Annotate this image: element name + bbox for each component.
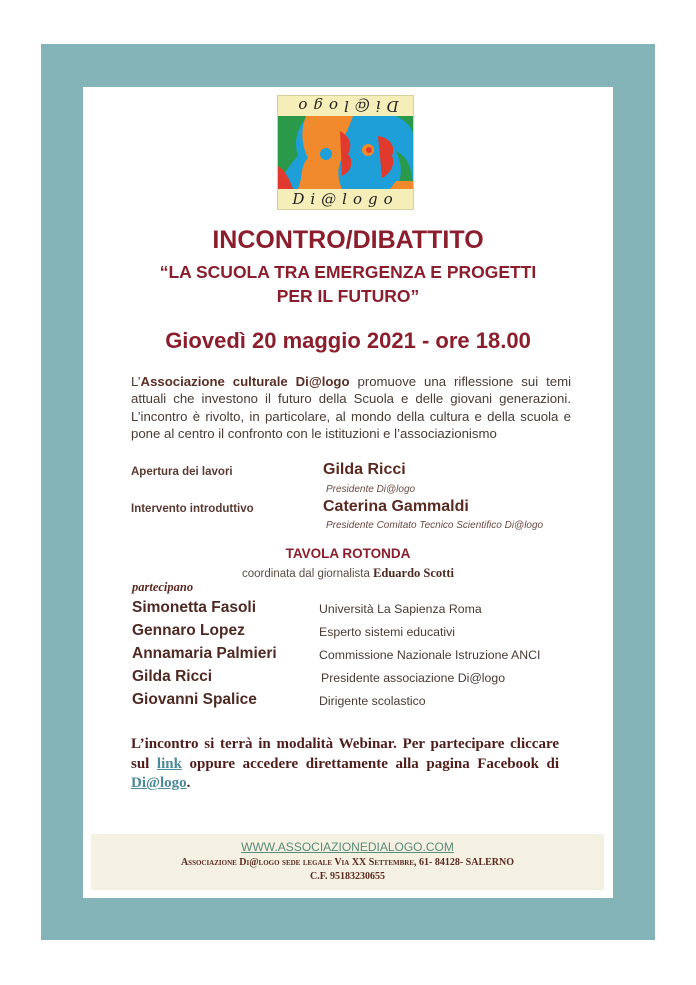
participant-name: Gennaro Lopez bbox=[132, 622, 245, 639]
program-speaker-opening: Gilda Ricci bbox=[323, 461, 406, 478]
footer-address: Associazione Di@logo sede legale Via XX Settembre, 61- 84128- SALERNO bbox=[180, 857, 515, 868]
program-role-opening: Apertura dei lavori bbox=[131, 466, 233, 478]
coordinator-name: Eduardo Scotti bbox=[373, 566, 454, 580]
webinar-text-3: . bbox=[186, 775, 191, 791]
program-speaker-intro: Caterina Gammaldi bbox=[323, 498, 469, 515]
participant-affiliation: Presidente associazione Di@logo bbox=[321, 671, 506, 685]
program-speaker-intro-title: Presidente Comitato Tecnico Scientifico Di@logo bbox=[326, 520, 544, 531]
participants-label: partecipano bbox=[132, 580, 194, 594]
participant-affiliation: Dirigente scolastico bbox=[319, 694, 426, 708]
website-link[interactable]: WWW.ASSOCIAZIONEDIALOGO.COM bbox=[241, 840, 454, 854]
program-speaker-opening-title: Presidente Di@logo bbox=[326, 484, 416, 495]
event-title: INCONTRO/DIBATTITO bbox=[212, 226, 484, 254]
participant-name: Simonetta Fasoli bbox=[132, 599, 257, 616]
event-date: Giovedì 20 maggio 2021 - ore 18.00 bbox=[165, 328, 531, 353]
coordinator-prefix: coordinata dal giornalista bbox=[242, 568, 374, 580]
roundtable-heading: TAVOLA ROTONDA bbox=[285, 546, 411, 561]
event-subtitle bbox=[83, 260, 613, 308]
facebook-page-link[interactable]: Di@logo bbox=[131, 775, 187, 791]
intro-association-name: Associazione culturale Di@logo bbox=[140, 374, 350, 389]
event-subtitle-line2: PER IL FUTURO” bbox=[276, 286, 420, 306]
webinar-link[interactable]: link bbox=[156, 755, 182, 772]
logo-faces-graphic bbox=[278, 116, 413, 189]
intro-paragraph bbox=[131, 373, 571, 442]
participant-affiliation: Esperto sistemi educativi bbox=[319, 625, 456, 639]
footer-tax-code: C.F. 95183230655 bbox=[310, 871, 385, 882]
participant-name: Annamaria Palmieri bbox=[132, 645, 277, 662]
logo-text-top: Di@logo bbox=[292, 97, 399, 115]
webinar-info bbox=[131, 735, 559, 794]
roundtable-coordinator bbox=[83, 566, 613, 581]
participant-affiliation: Università La Sapienza Roma bbox=[319, 602, 482, 616]
event-subtitle-line1: “LA SCUOLA TRA EMERGENZA E PROGETTI bbox=[159, 262, 537, 282]
program-role-intro: Intervento introduttivo bbox=[131, 503, 254, 515]
dialogo-logo bbox=[277, 95, 414, 210]
webinar-text-2: oppure accedere direttamente alla pagina Facebook di bbox=[181, 755, 559, 772]
logo-text-bottom: Di@logo bbox=[292, 190, 399, 208]
intro-body: promuove una riflessione sui temi attuali che investono il futuro della Scuola e delle giovani generazioni. L’incontro è rivolto, in particolare, al mondo della cultura e della scuola e pone al centro il confronto con le istituzioni e l’associazionismo bbox=[131, 374, 572, 441]
footer-box bbox=[91, 834, 604, 890]
webinar-text-1: L’incontro si terrà in modalità Webinar. Per partecipare cliccare sul bbox=[131, 736, 559, 772]
participant-affiliation: Commissione Nazionale Istruzione ANCI bbox=[319, 648, 541, 662]
participant-name: Gilda Ricci bbox=[132, 668, 213, 685]
participant-name: Giovanni Spalice bbox=[132, 691, 257, 708]
intro-prefix: L’ bbox=[131, 374, 141, 389]
